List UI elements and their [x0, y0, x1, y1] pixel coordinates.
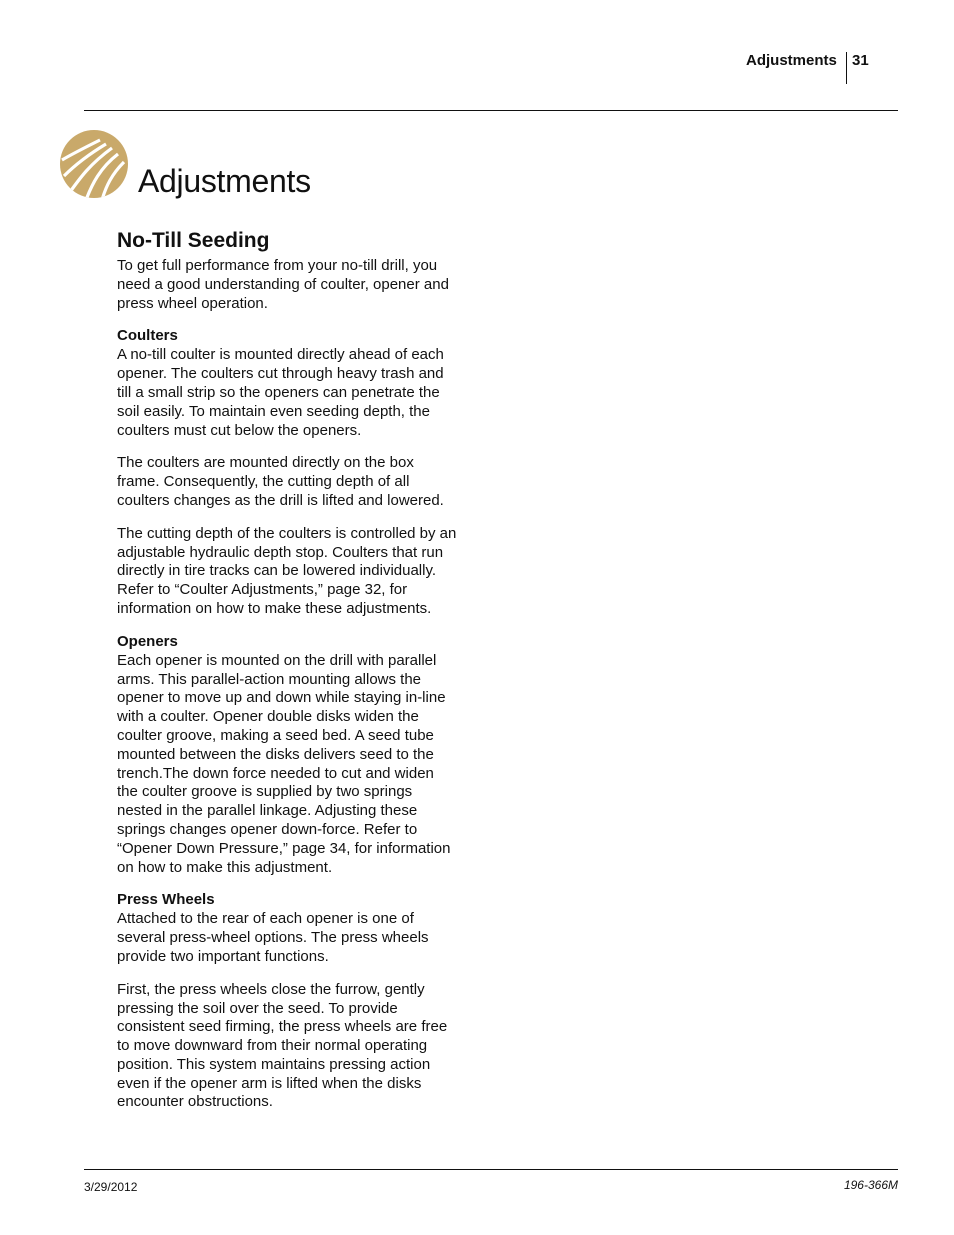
press-wheels-paragraph: First, the press wheels close the furrow, gently pressing the soil over the seed. To provide consistent seed firming, the press wheels are free to move downward from their normal operating position. This system maintains pressing action even if the opener arm is lifted when the disks encounter obstructions. [117, 980, 448, 1111]
page-number: 31 [852, 52, 869, 69]
bottom-rule [84, 1169, 898, 1170]
openers-heading: Openers [117, 632, 178, 650]
coulters-heading: Coulters [117, 327, 178, 345]
wheat-stripes-icon [60, 130, 128, 198]
press-wheels-heading: Press Wheels [117, 891, 215, 909]
section-heading: No-Till Seeding [117, 229, 270, 252]
header-divider [846, 52, 847, 84]
chapter-title: Adjustments [138, 163, 311, 200]
coulters-paragraph: A no-till coulter is mounted directly ahead of each opener. The coulters cut through heavy trash and till a small strip so the openers can penetrate the soil easily. To maintain even seeding depth, the coulters must cut below the openers. [117, 346, 444, 439]
footer-doc-number: 196-366M [843, 1178, 898, 1192]
footer-date: 3/29/2012 [84, 1180, 138, 1194]
main-content [117, 228, 457, 1112]
press-wheels-paragraph: Attached to the rear of each opener is one of several press-wheel options. The press wheels provide two important functions. [117, 910, 429, 965]
openers-paragraph: Each opener is mounted on the drill with parallel arms. This parallel-action mounting allows the opener to move up and down while staying in-line with a coulter. Opener double disks widen the coulter groove, making a seed bed. A seed tube mounted between the disks delivers seed to the trench.The down force needed to cut and widen the coulter groove is supplied by two springs nested in the parallel linkage. Adjusting these springs changes opener down-force. Refer to “Opener Down Pressure,” page 34, for information on how to make this adjustment. [117, 651, 451, 876]
intro-paragraph: To get full performance from your no-till drill, you need a good understanding of coulter, opener and press wheel operation. [117, 257, 449, 312]
coulters-paragraph: The coulters are mounted directly on the box frame. Consequently, the cutting depth of all coulters changes as the drill is lifted and lowered. [117, 454, 444, 509]
running-header-section: Adjustments [746, 52, 837, 69]
top-rule [84, 110, 898, 111]
coulters-paragraph: The cutting depth of the coulters is controlled by an adjustable hydraulic depth stop. Coulters that run directly in tire tracks can be lowered individually. Refer to “Coulter Adjustments,” page 32, for information on how to make these adjustments. [117, 524, 457, 617]
